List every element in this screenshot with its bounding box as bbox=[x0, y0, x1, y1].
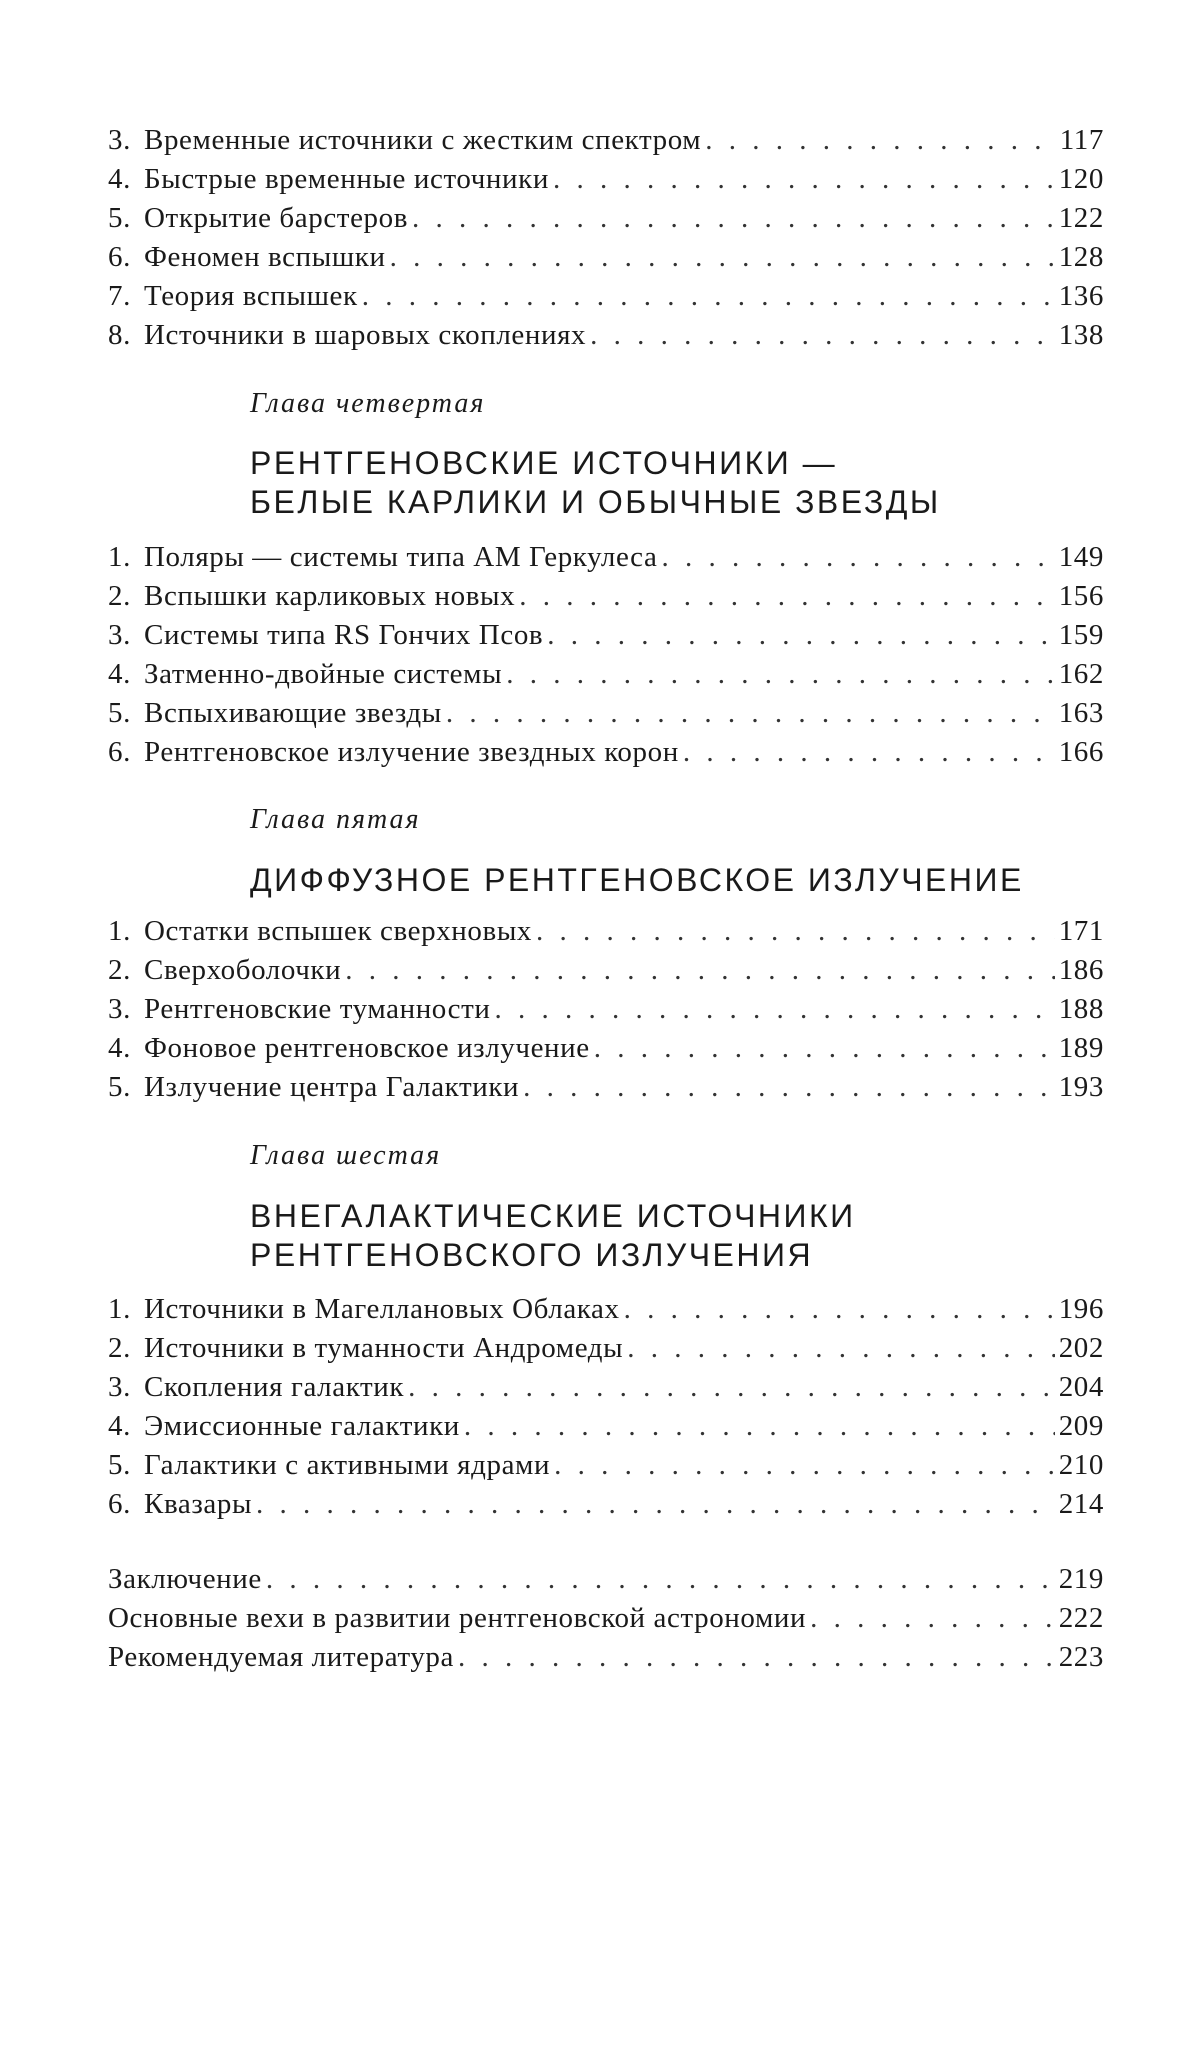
entry-page: 136 bbox=[1058, 280, 1104, 312]
chapter-title-line: БЕЛЫЕ КАРЛИКИ И ОБЫЧНЫЕ ЗВЕЗДЫ bbox=[250, 484, 941, 520]
entry-number: 3. bbox=[108, 619, 131, 651]
entry-title: Быстрые временные источники bbox=[144, 163, 549, 195]
entry-page: 159 bbox=[1058, 619, 1104, 651]
entry-title: Фоновое рентгеновское излучение bbox=[144, 1032, 590, 1064]
dot-leader bbox=[705, 121, 1056, 160]
dot-leader bbox=[661, 538, 1054, 577]
entry-number: 6. bbox=[108, 241, 131, 273]
entry-title: Рентгеновские туманности bbox=[144, 993, 491, 1025]
entry-page: 163 bbox=[1058, 697, 1104, 729]
dot-leader bbox=[547, 616, 1054, 655]
toc-entry bbox=[108, 577, 1104, 616]
dot-leader bbox=[345, 951, 1054, 990]
toc-entry bbox=[108, 912, 1104, 951]
entry-title: Поляры — системы типа АМ Геркулеса bbox=[144, 541, 658, 573]
dot-leader bbox=[810, 1599, 1055, 1638]
toc-list-back-matter bbox=[108, 1560, 1104, 1677]
entry-page: 117 bbox=[1059, 124, 1104, 156]
dot-leader bbox=[627, 1329, 1054, 1368]
entry-title: Основные вехи в развитии рентгеновской астрономии bbox=[108, 1602, 807, 1634]
entry-title: Временные источники с жестким спектром bbox=[144, 124, 702, 156]
entry-title: Открытие барстеров bbox=[144, 202, 409, 234]
entry-page: 138 bbox=[1058, 319, 1104, 351]
toc-entry bbox=[108, 990, 1104, 1029]
dot-leader bbox=[624, 1290, 1055, 1329]
entry-page: 210 bbox=[1058, 1449, 1104, 1481]
dot-leader bbox=[554, 1446, 1055, 1485]
entry-page: 193 bbox=[1058, 1071, 1104, 1103]
entry-title: Скопления галактик bbox=[144, 1371, 405, 1403]
entry-page: 196 bbox=[1058, 1293, 1104, 1325]
entry-title: Системы типа RS Гончих Псов bbox=[144, 619, 544, 651]
entry-number: 2. bbox=[108, 1332, 131, 1364]
entry-page: 171 bbox=[1058, 915, 1104, 947]
entry-number: 4. bbox=[108, 1410, 131, 1442]
entry-title: Заключение bbox=[108, 1563, 262, 1595]
dot-leader bbox=[362, 277, 1055, 316]
entry-page: 186 bbox=[1058, 954, 1104, 986]
entry-title: Квазары bbox=[144, 1488, 253, 1520]
toc-entry bbox=[108, 160, 1104, 199]
toc-entry bbox=[108, 1599, 1104, 1638]
entry-page: 128 bbox=[1058, 241, 1104, 273]
chapter-title-line: ВНЕГАЛАКТИЧЕСКИЕ ИСТОЧНИКИ bbox=[250, 1198, 856, 1234]
dot-leader bbox=[458, 1638, 1055, 1677]
toc-entry bbox=[108, 121, 1104, 160]
dot-leader bbox=[412, 199, 1055, 238]
entry-page: 209 bbox=[1058, 1410, 1104, 1442]
entry-number: 1. bbox=[108, 915, 131, 947]
entry-number: 6. bbox=[108, 1488, 131, 1520]
toc-entry bbox=[108, 238, 1104, 277]
dot-leader bbox=[553, 160, 1055, 199]
entry-number: 7. bbox=[108, 280, 131, 312]
entry-number: 4. bbox=[108, 163, 131, 195]
toc-entry bbox=[108, 1329, 1104, 1368]
entry-title: Теория вспышек bbox=[144, 280, 358, 312]
toc-entry bbox=[108, 1446, 1104, 1485]
entry-title: Источники в туманности Андромеды bbox=[144, 1332, 624, 1364]
dot-leader bbox=[506, 655, 1055, 694]
entry-title: Источники в шаровых скоплениях bbox=[144, 319, 587, 351]
toc-entry bbox=[108, 538, 1104, 577]
toc-entry bbox=[108, 733, 1104, 772]
dot-leader bbox=[523, 1068, 1055, 1107]
entry-page: 214 bbox=[1058, 1488, 1104, 1520]
entry-number: 2. bbox=[108, 580, 131, 612]
chapter-title-line: РЕНТГЕНОВСКИЕ ИСТОЧНИКИ — bbox=[250, 445, 838, 481]
entry-number: 4. bbox=[108, 658, 131, 690]
chapter-title-line: РЕНТГЕНОВСКОГО ИЗЛУЧЕНИЯ bbox=[250, 1237, 814, 1273]
dot-leader bbox=[495, 990, 1055, 1029]
entry-page: 162 bbox=[1058, 658, 1104, 690]
entry-page: 122 bbox=[1058, 202, 1104, 234]
entry-number: 5. bbox=[108, 1071, 131, 1103]
entry-number: 8. bbox=[108, 319, 131, 351]
entry-number: 5. bbox=[108, 697, 131, 729]
entry-number: 3. bbox=[108, 124, 131, 156]
entry-number: 3. bbox=[108, 993, 131, 1025]
entry-title: Феномен вспышки bbox=[144, 241, 386, 273]
entry-page: 166 bbox=[1058, 736, 1104, 768]
entry-title: Затменно-двойные системы bbox=[144, 658, 503, 690]
chapter-label: Глава шестая bbox=[250, 1140, 442, 1171]
toc-list-chapter-3-continued bbox=[108, 121, 1104, 355]
chapter-label: Глава пятая bbox=[250, 804, 421, 835]
toc-entry bbox=[108, 1407, 1104, 1446]
entry-page: 223 bbox=[1058, 1641, 1104, 1673]
entry-title: Остатки вспышек сверхновых bbox=[144, 915, 532, 947]
entry-number: 1. bbox=[108, 1293, 131, 1325]
dot-leader bbox=[536, 912, 1055, 951]
toc-entry bbox=[108, 1068, 1104, 1107]
toc-list-chapter-5 bbox=[108, 912, 1104, 1107]
entry-title: Источники в Магеллановых Облаках bbox=[144, 1293, 620, 1325]
entry-page: 188 bbox=[1058, 993, 1104, 1025]
toc-entry bbox=[108, 951, 1104, 990]
entry-page: 120 bbox=[1058, 163, 1104, 195]
toc-entry bbox=[108, 1368, 1104, 1407]
toc-list-chapter-4 bbox=[108, 538, 1104, 772]
entry-title: Рекомендуемая литература bbox=[108, 1641, 455, 1673]
entry-title: Вспыхивающие звезды bbox=[144, 697, 442, 729]
toc-list-chapter-6 bbox=[108, 1290, 1104, 1524]
toc-entry bbox=[108, 277, 1104, 316]
entry-page: 204 bbox=[1058, 1371, 1104, 1403]
entry-title: Сверхоболочки bbox=[144, 954, 342, 986]
dot-leader bbox=[446, 694, 1055, 733]
dot-leader bbox=[683, 733, 1055, 772]
chapter-label: Глава четвертая bbox=[250, 388, 486, 419]
dot-leader bbox=[390, 238, 1055, 277]
dot-leader bbox=[256, 1485, 1055, 1524]
entry-page: 156 bbox=[1058, 580, 1104, 612]
dot-leader bbox=[519, 577, 1055, 616]
toc-entry bbox=[108, 199, 1104, 238]
toc-entry bbox=[108, 1560, 1104, 1599]
entry-title: Излучение центра Галактики bbox=[144, 1071, 520, 1103]
entry-number: 6. bbox=[108, 736, 131, 768]
toc-entry bbox=[108, 316, 1104, 355]
entry-number: 5. bbox=[108, 202, 131, 234]
toc-entry bbox=[108, 694, 1104, 733]
entry-page: 222 bbox=[1058, 1602, 1104, 1634]
dot-leader bbox=[590, 316, 1055, 355]
entry-number: 1. bbox=[108, 541, 131, 573]
entry-page: 189 bbox=[1058, 1032, 1104, 1064]
entry-page: 202 bbox=[1058, 1332, 1104, 1364]
dot-leader bbox=[594, 1029, 1055, 1068]
toc-entry bbox=[108, 1290, 1104, 1329]
dot-leader bbox=[408, 1368, 1055, 1407]
dot-leader bbox=[464, 1407, 1055, 1446]
toc-entry bbox=[108, 1485, 1104, 1524]
entry-page: 219 bbox=[1058, 1563, 1104, 1595]
entry-page: 149 bbox=[1058, 541, 1104, 573]
entry-title: Эмиссионные галактики bbox=[144, 1410, 460, 1442]
entry-number: 3. bbox=[108, 1371, 131, 1403]
toc-entry bbox=[108, 655, 1104, 694]
toc-entry bbox=[108, 616, 1104, 655]
dot-leader bbox=[266, 1560, 1055, 1599]
chapter-title-line: ДИФФУЗНОЕ РЕНТГЕНОВСКОЕ ИЗЛУЧЕНИЕ bbox=[250, 862, 1024, 898]
entry-title: Галактики с активными ядрами bbox=[144, 1449, 551, 1481]
entry-title: Вспышки карликовых новых bbox=[144, 580, 516, 612]
entry-title: Рентгеновское излучение звездных корон bbox=[144, 736, 679, 768]
entry-number: 5. bbox=[108, 1449, 131, 1481]
entry-number: 4. bbox=[108, 1032, 131, 1064]
toc-entry bbox=[108, 1029, 1104, 1068]
entry-number: 2. bbox=[108, 954, 131, 986]
toc-entry bbox=[108, 1638, 1104, 1677]
